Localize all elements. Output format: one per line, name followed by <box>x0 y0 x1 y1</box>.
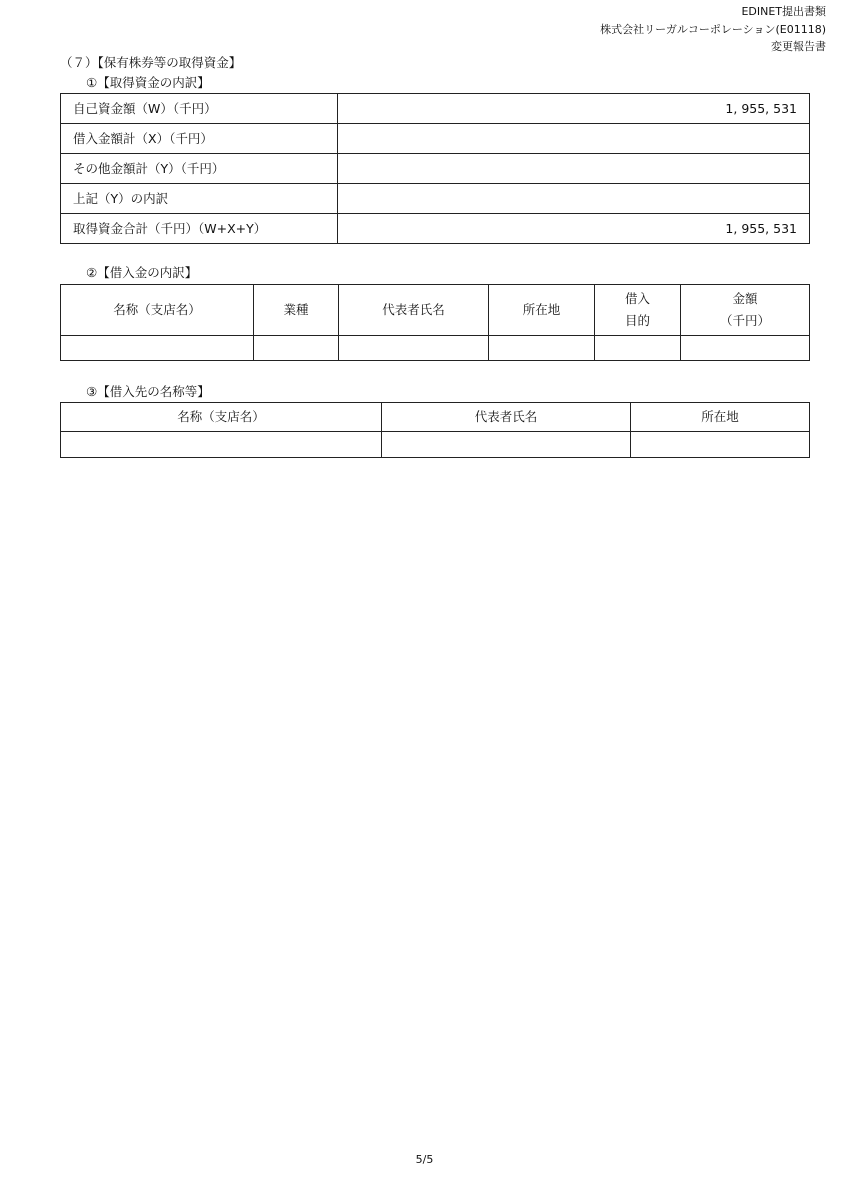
empty-cell <box>681 336 810 361</box>
empty-cell <box>489 336 595 361</box>
amount-header-line1: 金額 <box>732 291 758 306</box>
row-label-own-funds: 自己資金額（W）（千円） <box>61 94 338 124</box>
row-value-other-funds <box>338 154 810 184</box>
empty-cell <box>631 432 810 458</box>
subsection-title-funds-breakdown: ①【取得資金の内訳】 <box>86 75 210 90</box>
table-row <box>61 94 810 124</box>
purpose-header-line1: 借入 <box>624 291 650 306</box>
table-header-row <box>61 403 810 432</box>
row-label-borrowings: 借入金額計（X）（千円） <box>61 124 338 154</box>
header-company-name: 株式会社リーガルコーポレーション(E01118) <box>600 22 826 36</box>
empty-cell <box>254 336 339 361</box>
table-row <box>61 154 810 184</box>
column-header-representative: 代表者氏名 <box>382 403 631 432</box>
column-header-name: 名称（支店名） <box>61 403 382 432</box>
column-header-industry: 業種 <box>254 285 339 336</box>
funds-breakdown-table <box>60 93 810 244</box>
row-value-other-breakdown <box>338 184 810 214</box>
column-header-location: 所在地 <box>631 403 810 432</box>
table-row <box>61 432 810 458</box>
purpose-header-line2: 目的 <box>624 313 650 328</box>
row-value-total-funds: 1, 955, 531 <box>338 214 810 244</box>
row-label-other-breakdown: 上記（Y）の内訳 <box>61 184 338 214</box>
empty-cell <box>61 336 254 361</box>
row-label-other-funds: その他金額計（Y）（千円） <box>61 154 338 184</box>
column-header-amount <box>681 285 810 336</box>
lenders-table <box>60 402 810 458</box>
header-report-type: 変更報告書 <box>771 40 826 53</box>
column-header-name: 名称（支店名） <box>61 285 254 336</box>
table-row <box>61 214 810 244</box>
row-value-borrowings <box>338 124 810 154</box>
column-header-representative: 代表者氏名 <box>339 285 489 336</box>
empty-cell <box>61 432 382 458</box>
header-edinet-label: EDINET提出書類 <box>741 5 826 18</box>
table-header-row <box>61 285 810 336</box>
table-row <box>61 124 810 154</box>
table-row <box>61 336 810 361</box>
column-header-purpose <box>595 285 681 336</box>
borrowings-table <box>60 284 810 361</box>
amount-header-line2: （千円） <box>719 313 770 328</box>
row-label-total-funds: 取得資金合計（千円）（W+X+Y） <box>61 214 338 244</box>
row-value-own-funds: 1, 955, 531 <box>338 94 810 124</box>
column-header-location: 所在地 <box>489 285 595 336</box>
empty-cell <box>339 336 489 361</box>
subsection-title-borrowings-breakdown: ②【借入金の内訳】 <box>86 265 198 280</box>
empty-cell <box>595 336 681 361</box>
subsection-title-lenders: ③【借入先の名称等】 <box>86 384 210 399</box>
page-number: 5/5 <box>415 1153 434 1166</box>
section-title-acquisition-funds: （７）【保有株券等の取得資金】 <box>60 55 242 70</box>
empty-cell <box>382 432 631 458</box>
document-header <box>600 3 826 56</box>
table-row <box>61 184 810 214</box>
